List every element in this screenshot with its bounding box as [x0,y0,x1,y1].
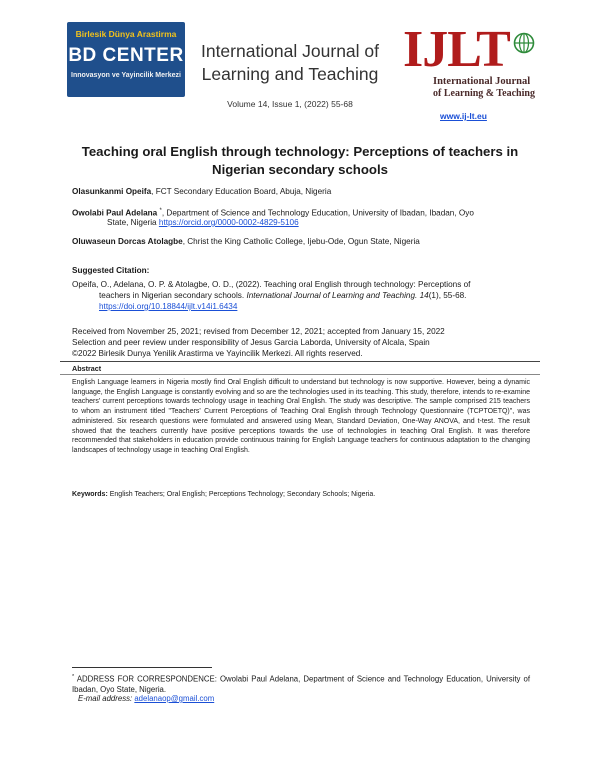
author-3-name: Oluwaseun Dorcas Atolagbe [72,237,183,246]
author-2-state: State, Nigeria [107,218,157,227]
received-dates: Received from November 25, 2021; revised from December 12, 2021; accepted from January 15, 2022 [72,327,445,336]
citation-pages: (1), 55-68. [428,291,467,300]
paper-title-line1: Teaching oral English through technology: Perceptions of teachers in [81,144,519,159]
citation-heading: Suggested Citation: [72,266,150,275]
journal-url-link[interactable]: www.ij-lt.eu [440,111,487,121]
email-line: E-mail address: adelanaop@gmail.com [78,694,215,703]
bd-logo-sub-text: Innovasyon ve Yayincilik Merkezi [71,72,181,79]
ijlt-logo-sub1: International Journal [433,76,531,87]
author-3 [72,236,532,247]
globe-icon [513,32,535,54]
keywords-list: English Teachers; Oral English; Perceptions Technology; Secondary Schools; Nigeria. [107,491,376,498]
orcid-link[interactable]: https://orcid.org/0000-0002-4829-5106 [158,218,299,227]
author-1-affiliation: , FCT Secondary Education Board, Abuja, Nigeria [151,187,332,196]
author-2-mark: * [159,208,162,214]
journal-title-line2: Learning and Teaching [201,64,379,84]
abstract-heading: Abstract [72,364,102,373]
ijlt-logo-sub2: of Learning & Teaching [433,88,535,99]
divider-abstract [60,374,540,375]
citation-line2 [99,290,530,301]
footnote-rule [72,667,212,668]
author-1 [72,186,532,197]
paper-title-line2: Nigerian secondary schools [212,162,388,177]
journal-title [190,40,390,86]
citation-line1: Opeifa, O., Adelana, O. P. & Atolagbe, O. D., (2022). Teaching oral English through technology: Perceptions of [72,280,471,289]
divider-top [60,361,540,362]
bd-center-logo [67,22,185,97]
footnote-text: ADDRESS FOR CORRESPONDENCE: Owolabi Paul Adelana, Department of Science and Technology Education, University of Ibadan, Oyo State, Nigeria. [72,674,530,695]
citation-plain: teachers in Nigerian secondary schools. [99,291,247,300]
bd-logo-main-text: BD CENTER [68,45,184,66]
footnote-mark: * [72,674,75,680]
ijlt-logo [403,21,535,108]
email-label: E-mail address [78,694,130,703]
doi-link[interactable]: https://doi.org/10.18844/ijlt.v14i1.6434 [99,302,238,311]
correspondence-footnote [72,672,530,696]
citation-journal: International Journal of Learning and Teaching. 14 [246,291,429,300]
copyright-notice: ©2022 Birlesik Dunya Yenilik Arastirma ve Yayincilik Merkezi. All rights reserved. [72,349,363,358]
paper-title [60,143,540,179]
keywords [72,490,530,500]
author-1-name: Olasunkanmi Opeifa [72,187,152,196]
author-2-affiliation: , Department of Science and Technology Education, University of Ibadan, Ibadan, Oyo [161,208,474,218]
journal-title-line1: International Journal of [200,41,380,61]
citation-doi-line [99,301,530,312]
author-2-affiliation-cont [107,217,299,228]
author-3-affiliation: , Christ the King Catholic College, Ijebu-Ode, Ogun State, Nigeria [182,237,420,246]
ijlt-logo-letters: IJLT [403,21,510,78]
author-2-name: Owolabi Paul Adelana [72,208,158,218]
volume-info: Volume 14, Issue 1, (2022) 55-68 [227,99,353,109]
keywords-label: Keywords: [72,491,108,498]
email-link[interactable]: adelanaop@gmail.com [134,694,215,703]
bd-logo-top-text: Birlesik Dünya Arastirma [75,29,177,39]
peer-review-note: Selection and peer review under responsibility of Jesus Garcia Laborda, University of Alcala, Spain [72,338,430,347]
abstract-text: English Language learners in Nigeria mostly find Oral English difficult to understand but technology is now supportive. However, being a dynamic language, the English Language is constantly evolving and so are the technologies used in its teaching. This study, therefore, intends to re-examine teachers' current perceptions towards technology usage in teaching Oral English. The study was descriptive. The sample comprised 215 teachers to whom an instrument titled "Teachers' Current Perceptions of Teaching Oral English through Technology Questionnaire (TCPTOETQ)", was administered. Six research questions were formulated and answered using Mean, Standard Deviation, One-Way ANOVA, and t-test. The result showed that the teachers currently have positive perceptions towards the use of technologies in teaching Oral English. It was therefore recommended that stakeholders in education provide continuous training for English Language teachers for continuous adaptation to the changing landscapes of technology usage in teaching Oral English. [72,379,530,454]
